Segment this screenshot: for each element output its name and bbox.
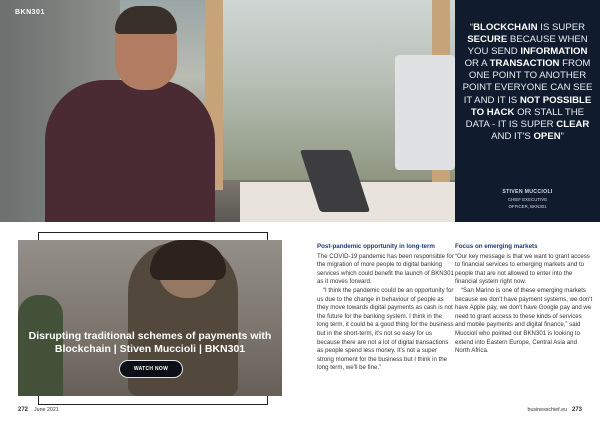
quote-emphasis: SECURE bbox=[467, 34, 508, 46]
footer-right bbox=[520, 407, 582, 413]
quote-emphasis: INFORMATION bbox=[520, 46, 588, 58]
hero-photo bbox=[0, 0, 455, 222]
article-column-right bbox=[455, 243, 593, 356]
quote-text-segment: IS SUPER bbox=[537, 22, 586, 33]
quote-text-segment: BECAUSE WHEN YOU SEND bbox=[467, 34, 588, 58]
quote-emphasis: BLOCKCHAIN bbox=[473, 22, 538, 33]
section-heading: Post-pandemic opportunity in long-term bbox=[317, 243, 435, 250]
paragraph: “San Marino is one of these emerging markets because we don't have payment systems, we don't have Apple pay, we don't have Google pay and we need to grant access to these kinds of services and mobile payments and digital finance,” said Muccioli who pointed out BKN301 is looking to extend into Eastern Europe, Central Asia and North Africa. bbox=[455, 286, 593, 355]
paragraph: “Our key message is that we want to grant access to financial services to emerging markets and to people that are not allowed to enter into the financial system right now. bbox=[455, 252, 590, 286]
footer-left bbox=[18, 407, 59, 413]
quote-author-title-line2: OFFICER, BKN301 bbox=[508, 204, 547, 209]
quote-text-segment: ” bbox=[560, 130, 564, 142]
page-number: 272 bbox=[18, 407, 29, 413]
quote-emphasis: OPEN bbox=[533, 130, 561, 142]
paragraph: The COVID-19 pandemic has been responsible for the migration of more people to digital banking services which could benefit the launch of BKN301 as it moves forward. bbox=[317, 252, 454, 286]
quote-text-segment: OR STALL THE DATA - IT IS SUPER bbox=[465, 106, 585, 130]
quote-emphasis: TRANSACTION bbox=[489, 58, 560, 70]
website: businesschief.eu bbox=[527, 407, 567, 413]
quote-emphasis: NOT POSSIBLE TO HACK bbox=[470, 94, 592, 118]
pull-quote-panel bbox=[455, 0, 600, 222]
brand-tag: BKN301 bbox=[15, 9, 45, 16]
video-title: Disrupting traditional schemes of payments with Blockchain | Stiven Muccioli | BKN301 bbox=[28, 330, 272, 355]
issue-date: June 2021 bbox=[34, 407, 59, 413]
section-heading: Focus on emerging markets bbox=[455, 243, 538, 250]
quote-author: STIVEN MUCCIOLI bbox=[502, 189, 553, 195]
pull-quote bbox=[461, 22, 594, 143]
page-number: 273 bbox=[571, 407, 582, 413]
quote-text-segment: FROM ONE POINT TO ANOTHER POINT EVERYONE CAN SEE IT AND IT IS bbox=[462, 58, 593, 106]
quote-text-segment: “ bbox=[469, 22, 474, 33]
article-column-left bbox=[317, 243, 455, 373]
paragraph: “I think the pandemic could be an opportunity for us due to the change in behaviour of people as they move towards digital payments as cash is not the future for the banking system. I think in the long term, it could be a good thing for the business but in the short-term, it's not so easy for us because there are not a lot of digital transactions as people spend less money. It's not a super strong moment for the business but I think in the long term, we'll be fine.” bbox=[317, 286, 454, 372]
video-frame-bottom bbox=[38, 396, 268, 405]
watch-now-button[interactable]: WATCH NOW bbox=[119, 360, 183, 378]
quote-emphasis: CLEAR bbox=[556, 118, 590, 130]
quote-text-segment: OR A bbox=[464, 58, 490, 70]
quote-author-title: CHIEF EXECUTIVE bbox=[507, 197, 548, 202]
quote-text-segment: AND IT'S bbox=[491, 130, 534, 142]
